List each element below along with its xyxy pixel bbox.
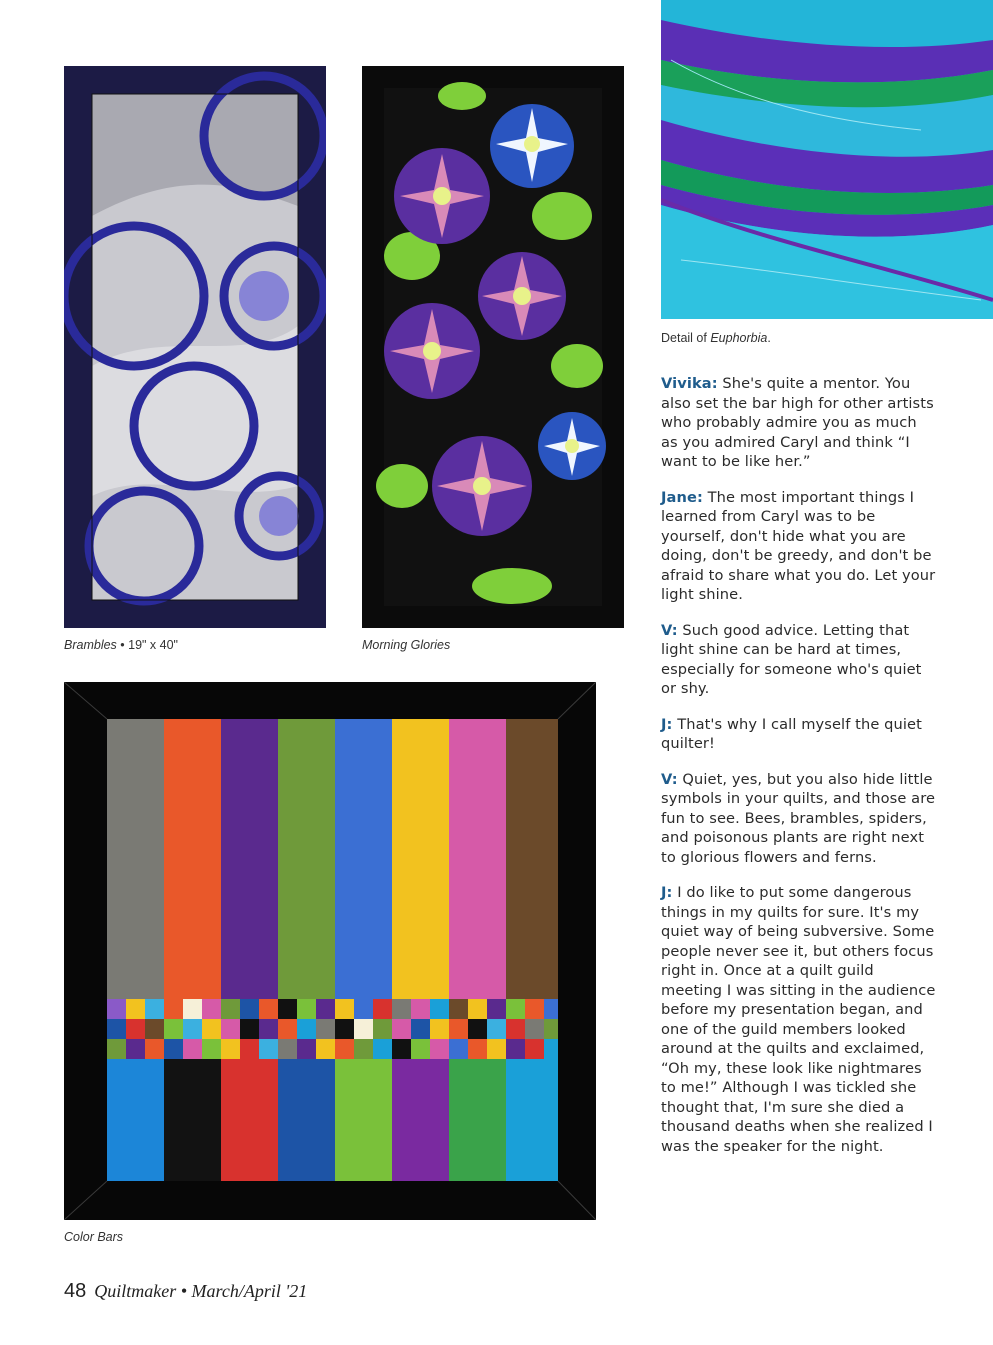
- page-footer: [64, 1280, 307, 1303]
- speaker-label: V:: [661, 621, 678, 639]
- interview-paragraph: [661, 715, 937, 754]
- speaker-label: J:: [661, 884, 673, 901]
- morning-glories-quilt-photo: [362, 66, 624, 628]
- brambles-caption-size: • 19" x 40": [116, 638, 178, 652]
- color-bars-caption-title: Color Bars: [64, 1230, 124, 1244]
- interview-paragraph: [661, 621, 937, 699]
- brambles-quilt-photo: [64, 66, 326, 628]
- page-number: 48: [64, 1280, 87, 1302]
- color-bars-caption: [64, 1230, 123, 1244]
- speaker-label: J:: [661, 715, 673, 733]
- euphorbia-caption-prefix: Detail of: [661, 331, 711, 345]
- interview-paragraph: [661, 374, 937, 472]
- paragraph-text: She's quite a mentor. You also set the bar high for other artists who probably admire you as much as you admired Caryl and think “I want to be like her.”: [661, 375, 934, 470]
- brambles-caption: [64, 638, 178, 652]
- speaker-label: V:: [661, 770, 678, 788]
- speaker-label: Jane:: [661, 488, 703, 506]
- issue-date: • March/April '21: [176, 1281, 308, 1301]
- interview-column: [661, 374, 937, 1172]
- paragraph-text: The most important things I learned from Caryl was to be yourself, don't hide what you are doing, don't be greedy, and don't be afraid to share what you do. Let your light shine.: [661, 488, 936, 603]
- interview-paragraph: [661, 770, 937, 868]
- magazine-name: Quiltmaker: [94, 1281, 177, 1301]
- euphorbia-caption-suffix: .: [767, 331, 771, 345]
- speaker-label: Vivika:: [661, 375, 718, 392]
- euphorbia-caption-title: Euphorbia: [710, 331, 768, 345]
- euphorbia-detail-photo: [661, 0, 993, 319]
- euphorbia-caption: [661, 331, 771, 345]
- interview-paragraph: [661, 883, 937, 1156]
- interview-paragraph: [661, 488, 937, 605]
- color-bars-quilt-photo: [64, 682, 596, 1220]
- morning-glories-caption: [362, 638, 450, 652]
- morning-glories-caption-title: Morning Glories: [362, 638, 451, 652]
- paragraph-text: That's why I call myself the quiet quilter!: [661, 715, 922, 752]
- brambles-caption-title: Brambles: [64, 638, 117, 652]
- paragraph-text: I do like to put some dangerous things in my quilts for sure. It's my quiet way of being subversive. Some people never see it, but others focus right in. Once at a quilt guild meeting I was sitting in the audience before my presentation began, and one of the guild members looked around at the quilts and exclaimed, “Oh my, these look like nightmares to me!” Although I was tickled she thought that, I'm sure she died a thousand deaths when she realized I was the speaker for the night.: [661, 884, 936, 1155]
- paragraph-text: Such good advice. Letting that light shine can be hard at times, especially for someone who's quiet or shy.: [661, 621, 922, 697]
- paragraph-text: Quiet, yes, but you also hide little symbols in your quilts, and those are fun to see. Bees, brambles, spiders, and poisonous plants are right next to glorious flowers and ferns.: [661, 770, 936, 866]
